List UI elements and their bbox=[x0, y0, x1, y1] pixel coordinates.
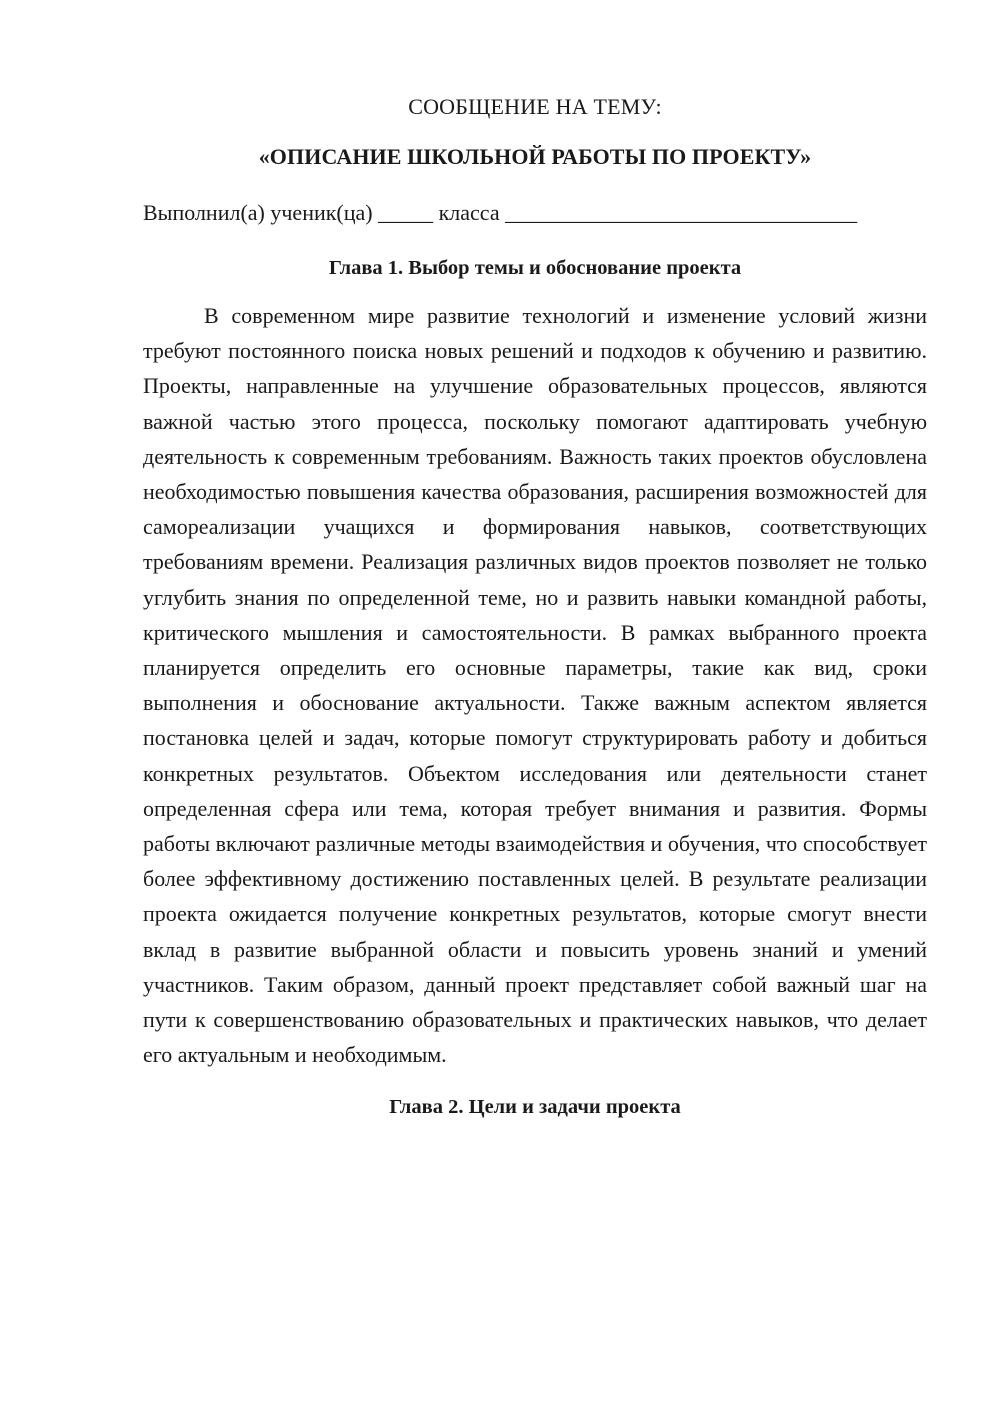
performer-line: Выполнил(а) ученик(ца) _____ класса ________________________________ bbox=[143, 200, 858, 225]
document-page bbox=[143, 92, 927, 1122]
chapter-1-paragraph: В современном мире развитие технологий и изменение условий жизни требуют постоянного поиска новых решений и подходов к обучению и развитию. Проекты, направленные на улучшение образовательных процессов, являются важной частью этого процесса, поскольку помогают адаптировать учебную деятельность к современным требованиям. Важность таких проектов обусловлена необходимостью повышения качества образования, расширения возможностей для самореализации учащихся и формирования навыков, соответствующих требованиям времени. Реализация различных видов проектов позволяет не только углубить знания по определенной теме, но и развить навыки командной работы, критического мышления и самостоятельности. В рамках выбранного проекта планируется определить его основные параметры, такие как вид, сроки выполнения и обоснование актуальности. Также важным аспектом является постановка целей и задач, которые помогут структурировать работу и добиться конкретных результатов. Объектом исследования или деятельности станет определенная сфера или тема, которая требует внимания и развития. Формы работы включают различные методы взаимодействия и обучения, что способствует более эффективному достижению поставленных целей. В результате реализации проекта ожидается получение конкретных результатов, которые смогут внести вклад в развитие выбранной области и повысить уровень знаний и умений участников. Таким образом, данный проект представляет собой важный шаг на пути к совершенствованию образовательных и практических навыков, что делает его актуальным и необходимым. bbox=[143, 303, 927, 1068]
chapter-1-heading: Глава 1. Выбор темы и обоснование проекта bbox=[328, 257, 742, 279]
document-title-top: СООБЩЕНИЕ НА ТЕМУ: bbox=[408, 94, 662, 119]
document-title-main: «ОПИСАНИЕ ШКОЛЬНОЙ РАБОТЫ ПО ПРОЕКТУ» bbox=[258, 144, 812, 169]
chapter-2-heading: Глава 2. Цели и задачи проекта bbox=[389, 1096, 681, 1119]
